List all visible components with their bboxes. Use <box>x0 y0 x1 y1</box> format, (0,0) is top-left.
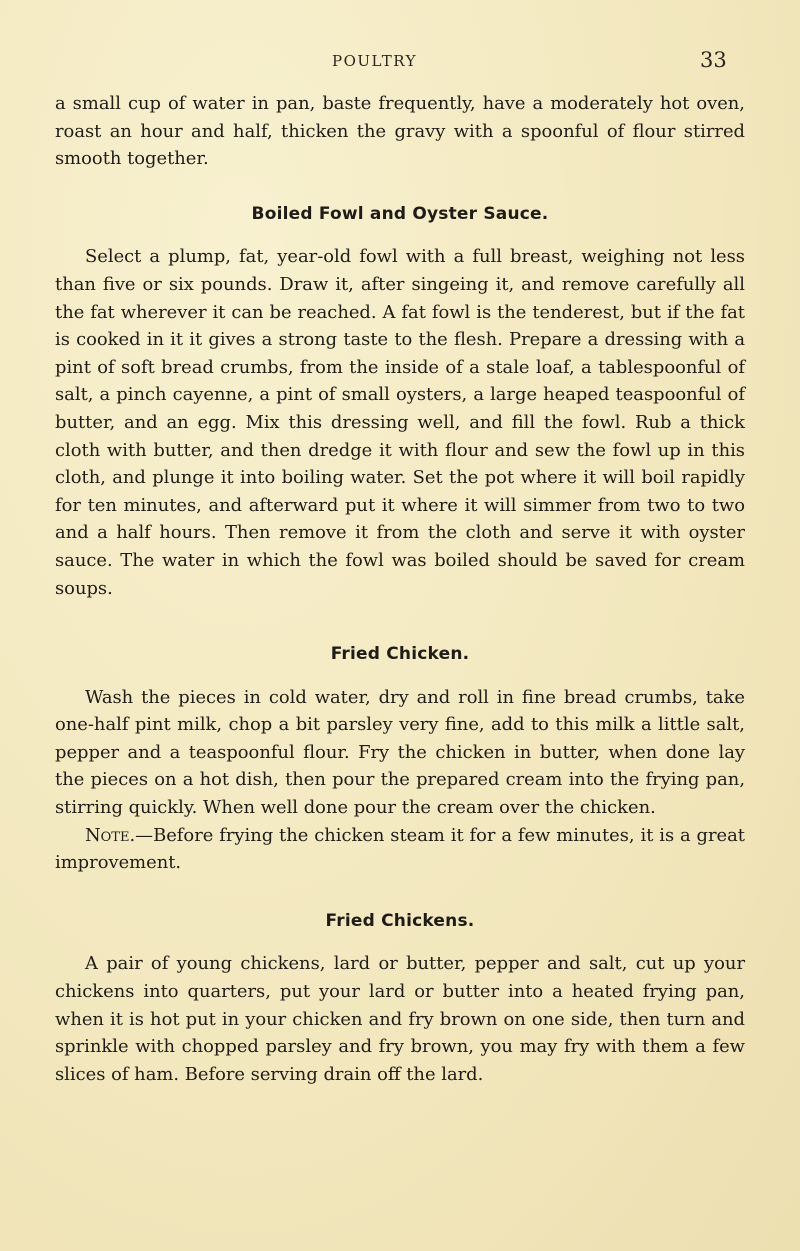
recipe-note <box>55 822 745 877</box>
recipe-text-fried-chickens: A pair of young chickens, lard or butter, pepper and salt, cut up your chickens into quarters, put your lard or butter into a heated frying pan, when it is hot put in your chicken and fry brown on one side, then turn and sprinkle with chopped parsley and fry brown, you may fry with them a few slices of ham. Before serving drain off the lard. <box>55 953 745 1085</box>
recipe-title-fried-chickens: Fried Chickens. <box>325 910 475 931</box>
page-number: 33 <box>700 48 727 72</box>
recipe-text-boiled-fowl: Select a plump, fat, year-old fowl with a full breast, weighing not less than five or six pounds. Draw it, after singeing it, and remove carefully all the fat wherever it can be reached. A fat fowl is the tenderest, but if the fat is cooked in it it gives a strong taste to the flesh. Prepare a dressing with a pint of soft bread crumbs, from the inside of a stale loaf, a tablespoonful of salt, a pinch cayenne, a pint of small oysters, a large heaped teaspoonful of butter, and an egg. Mix this dressing well, and fill the fowl. Rub a thick cloth with butter, and then dredge it with flour and sew the fowl up in this cloth, and plunge it into boiling water. Set the pot where it will boil rapidly for ten minutes, and afterward put it where it will simmer from two to two and a half hours. Then remove it from the cloth and serve it with oyster sauce. The water in which the fowl was boiled should be saved for cream soups. <box>55 246 745 599</box>
page-header <box>0 48 800 80</box>
page-body <box>55 90 745 1088</box>
continuation-paragraph: a small cup of water in pan, baste frequently, have a moderately hot oven, roast an hour and half, thicken the gravy with a spoonful of flour stirred smooth together. <box>55 93 745 170</box>
recipe-title-boiled-fowl: Boiled Fowl and Oyster Sauce. <box>251 203 549 224</box>
note-text: —Before frying the chicken steam it for a few minutes, it is a great improvement. <box>55 824 745 874</box>
running-title: POULTRY <box>332 52 418 70</box>
note-label: Note. <box>85 824 136 846</box>
recipe-text-fried-chicken: Wash the pieces in cold water, dry and roll in fine bread crumbs, take one-half pint milk, chop a bit parsley very fine, add to this milk a little salt, pepper and a teaspoonful flour. Fry the chicken in butter, when done lay the pieces on a hot dish, then pour the prepared cream into the frying pan, stirring quickly. When well done pour the cream over the chicken. <box>55 686 745 819</box>
recipe-title-fried-chicken: Fried Chicken. <box>330 644 470 665</box>
